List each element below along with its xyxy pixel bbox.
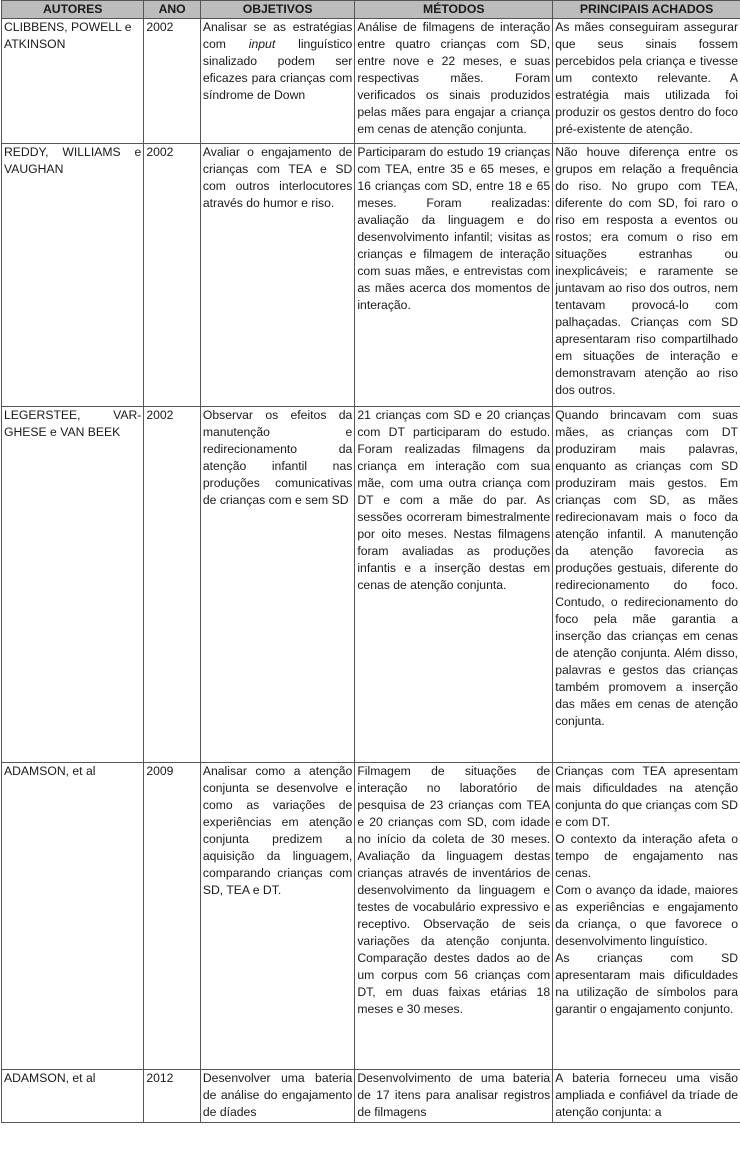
cell-principais-achados: As mães conseguiram assegurar que seus sinais fossem percebidos pela criança e tivesse um contexto relevante. A estratégia mais utilizada foi produzir os gestos dentro do foco pré-existente de atenção. — [553, 19, 740, 144]
cell-ano: 2002 — [144, 19, 201, 144]
cell-principais-achados: Não houve diferença entre os grupos em relação a frequência do riso. No grupo com TEA, diferente do com SD, foi raro o riso em resposta a eventos ou rostos; era comum o riso em situações estranhas ou inexplicáveis; e raramente se juntavam ao riso dos outros, nem tentavam provocá-lo com palhaçadas. Crianças com SD apresentaram riso compartilhado em situações de interação e demonstravam atenção ao riso dos outros. — [553, 144, 740, 407]
cell-ano: 2009 — [144, 763, 201, 1070]
header-autores: AUTORES — [2, 1, 144, 19]
table-row — [2, 144, 740, 407]
header-ano: ANO — [144, 1, 201, 19]
table-header-row — [2, 1, 740, 19]
cell-metodos: Análise de filmagens de interação entre quatro crianças com SD, entre nove e 22 meses, e suas respectivas mães. Foram verificados os sinais produzidos pelas mães para engajar a criança em cenas de atenção conjunta. — [355, 19, 553, 144]
objetivos-text-pre: Analisar se as estratégias com — [202, 20, 353, 51]
table-row — [2, 1070, 740, 1123]
table-row — [2, 19, 740, 144]
cell-autores: CLIBBENS, POWELL e ATKINSON — [2, 19, 144, 144]
cell-autores: ADAMSON, et al — [2, 763, 144, 1070]
table-row — [2, 407, 740, 763]
cell-principais-achados — [553, 763, 740, 1070]
cell-objetivos — [200, 19, 354, 144]
cell-metodos: Desenvolvimento de uma bateria de 17 itens para analisar registros de filmagens — [355, 1070, 553, 1123]
table-row — [2, 763, 740, 1070]
cell-principais-achados: A bateria forneceu uma visão ampliada e confiável da tríade de atenção conjunta: a — [553, 1070, 740, 1123]
header-objetivos: OBJETIVOS — [200, 1, 354, 19]
cell-objetivos: Desenvolver uma bateria de análise do engajamento de díades — [200, 1070, 354, 1123]
objetivos-text-post: linguístico sinalizado podem ser eficazes para crianças com síndrome de Down — [202, 37, 353, 102]
cell-autores: LEGERSTEE, VAR-GHESE e VAN BEEK — [2, 407, 144, 763]
cell-ano: 2002 — [144, 407, 201, 763]
cell-metodos: 21 crianças com SD e 20 crianças com DT participaram do estudo. Foram realizadas filmagens da criança em interação com sua mãe, com uma outra criança com DT e com a mãe do par. As sessões ocorreram bimestralmente por oito meses. Nestas filmagens foram avaliadas as produções infantis e a inserção destas em cenas de atenção conjunta. — [355, 407, 553, 763]
achados-paragraph: As crianças com SD apresentaram mais dificuldades na utilização de símbolos para garantir o engajamento conjunto. — [555, 951, 738, 1016]
cell-ano: 2002 — [144, 144, 201, 407]
cell-objetivos: Analisar como a atenção conjunta se desenvolve e como as variações de experiências em atenção conjunta predizem a aquisição da linguagem, comparando crianças com SD, TEA e DT. — [200, 763, 354, 1070]
achados-paragraph: Com o avanço da idade, maiores as experiências e engajamento da criança, o que favorece o desenvolvimento linguístico. — [555, 883, 738, 948]
header-principais-achados: PRINCIPAIS ACHADOS — [553, 1, 740, 19]
objetivos-text-italic: input — [248, 37, 276, 51]
cell-principais-achados: Quando brincavam com suas mães, as crianças com DT produziram mais palavras, enquanto as crianças com SD produziram mais gestos. Em crianças com SD, as mães redirecionavam mais o foco da atenção infantil. A manutenção da atenção favorecia as produções gestuais, diferente do redirecionamento do foco. Contudo, o redirecionamento do foco pela mãe garantia a inserção das crianças em cenas de atenção conjunta. Além disso, palavras e gestos das crianças também promovem a inserção das mães em cenas de atenção conjunta. — [553, 407, 740, 763]
achados-paragraph: O contexto da interação afeta o tempo de engajamento nas cenas. — [555, 832, 738, 880]
cell-autores: REDDY, WILLIAMS e VAUGHAN — [2, 144, 144, 407]
header-metodos: MÉTODOS — [355, 1, 553, 19]
literature-review-table — [1, 0, 740, 1123]
cell-ano: 2012 — [144, 1070, 201, 1123]
cell-objetivos: Avaliar o engajamento de crianças com TEA e SD com outros interlocutores através do humor e riso. — [200, 144, 354, 407]
cell-metodos: Filmagem de situações de interação no laboratório de pesquisa de 23 crianças com TEA e 20 crianças com SD, com idade no início da coleta de 30 meses. Avaliação da linguagem destas crianças através de inventários de desenvolvimento da linguagem e testes de vocabulário expressivo e receptivo. Observação de seis variações da atenção conjunta. Comparação destes dados ao de um corpus com 56 crianças com DT, em duas faixas etárias 18 meses e 30 meses. — [355, 763, 553, 1070]
cell-objetivos: Observar os efeitos da manutenção e redirecionamento da atenção infantil nas produções comunicativas de crianças com e sem SD — [200, 407, 354, 763]
achados-paragraph: Crianças com TEA apresentam mais dificuldades na atenção conjunta do que crianças com SD e com DT. — [555, 764, 738, 829]
cell-autores: ADAMSON, et al — [2, 1070, 144, 1123]
cell-metodos: Participaram do estudo 19 crianças com TEA, entre 35 e 65 meses, e 16 crianças com SD, entre 18 e 65 meses. Foram realizadas: avaliação da linguagem e do desenvolvimento infantil; visitas as crianças e filmagem de interação com suas mães, e entrevistas com as mães acerca dos momentos de interação. — [355, 144, 553, 407]
